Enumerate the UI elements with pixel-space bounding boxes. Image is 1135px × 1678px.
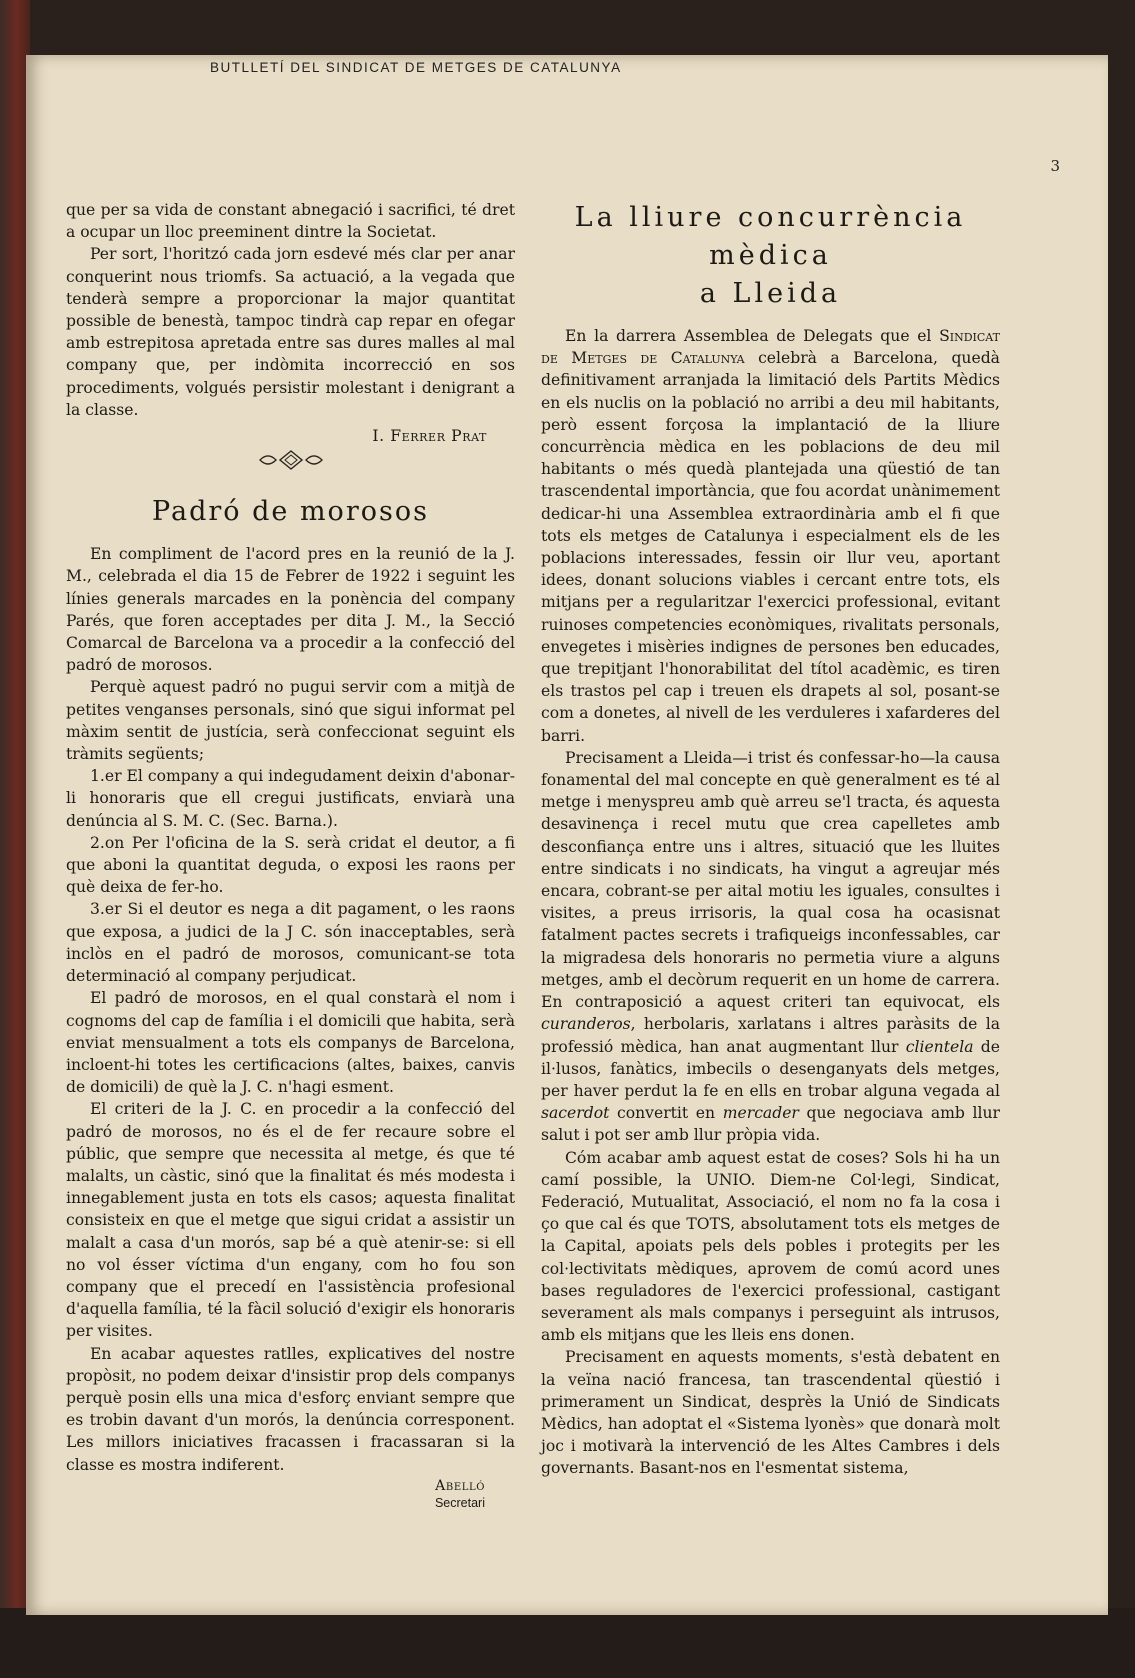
article-title-line-2: a Lleida: [699, 278, 842, 309]
paragraph: 1.er El company a qui indegudament deixin d'abonar-li honoraris que ell cregui justificats, enviarà una denúncia al S. M. C. (Sec. Barna.).: [66, 767, 515, 830]
section-title: Padró de morosos: [152, 496, 429, 528]
intro-signature: I. Ferrer Prat: [372, 427, 487, 446]
page-number: 3: [1050, 157, 1060, 175]
italic-term: clientela: [905, 1037, 974, 1056]
scan-background: [0, 1608, 1135, 1678]
paragraph: Perquè aquest padró no pugui servir com a mitjà de petites venganses personals, sinó que sigui informat pel màxim sentit de justícia, serà confeccionat seguint els tràmits següents;: [66, 678, 515, 764]
paragraph: Cóm acabar amb aquest estat de coses? Sols hi ha un camí possible, la UNIO. Diem-ne Col·legi, Sindicat, Federació, Mutualitat, Associació, el nom no fa la cosa i ço que cal és que TOTS, absolutament tots els metges de la Capital, apoiats pels dels pobles i protegits per les col·lectivitats mèdiques, aprovem de comú acord unes bases reguladores de l'exercici professional, castigant severament als mals companys i perseguint als intrusos, amb els mitjans que les lleis ens donen.: [541, 1148, 1000, 1345]
paragraph-text: de il·lusos, fanàtics, imbecils o desenganyats dels metges, per haver perdut la fe en ells en trobar alguna vegada al: [541, 1037, 1000, 1100]
paragraph: En compliment de l'acord pres en la reunió de la J. M., celebrada el dia 15 de Febrer de 1922 i seguint les línies generals marcades en la ponència del company Parés, que foren acceptades per dita J. M., la Secció Comarcal de Barcelona va a procedir a la confecció del padró de morosos.: [66, 545, 515, 675]
paragraph-text: En la darrera Assemblea de Delegats que el: [565, 327, 940, 345]
paragraph-text: , herbolaris, xarlatans i altres paràsits de la professió mèdica, han anat augmentant llur: [541, 1015, 1000, 1056]
ornament-icon: [256, 449, 326, 471]
paragraph-text: que negociava amb llur salut i pot ser amb llur pròpia vida.: [541, 1104, 1000, 1145]
italic-term: sacerdot: [541, 1104, 610, 1123]
paragraph: [541, 747, 1000, 1147]
italic-term: mercader: [722, 1104, 799, 1123]
paragraph: 3.er Si el deutor es nega a dit pagament, o les raons que exposa, a judici de la J C. són inacceptables, serà inclòs en el padró de morosos, comunicant-se tota determinació al company perjudicat.: [66, 900, 515, 986]
signature-block: [66, 1478, 485, 1512]
intro-paragraph: que per sa vida de constant abnegació i sacrifici, té dret a ocupar un lloc preeminent dintre la Societat.: [66, 201, 515, 242]
ornament-divider: [66, 449, 515, 483]
article-title: [541, 199, 1000, 313]
intro-paragraph: Per sort, l'horitzó cada jorn esdevé més clar per anar conquerint nous triomfs. Sa actuació, a la vegada que tenderà sempre a proporcionar la major quantitat possible de benestà, tampoc tindrà cap repar en ofegar amb estrepitosa apretada entre sas dures malles al mal company que, per indòmita incorrecció en sos procediments, volgués persistir molestant i denigrant a la classe.: [66, 245, 515, 419]
paragraph-text: convertit en: [609, 1104, 723, 1123]
article-title-line-1: La lliure concurrència mèdica: [574, 202, 967, 271]
organization-name: Sindicat de Metges de Catalunya: [541, 327, 1000, 368]
signature-role: Secretari: [434, 1495, 485, 1510]
paragraph: Precisament en aquests moments, s'està debatent en la veïna nació francesa, tan trascendental qüestió i primerament un Sindicat, desprès la Unió de Sindicats Mèdics, han adoptat el «Sistema lyonès» que donarà molt joc i motivarà la intervenció de les Altes Cambres i dels governants. Basant-nos en l'esmentat sistema,: [541, 1348, 1000, 1478]
paragraph: 2.on Per l'oficina de la S. serà cridat el deutor, a fi que aboni la quantitat deguda, o exposi les raons per què deixa de fer-ho.: [66, 833, 515, 897]
running-head-title: BUTLLETÍ DEL SINDICAT DE METGES DE CATALUNYA: [210, 60, 622, 75]
paragraph-text: celebrà a Barcelona, quedà definitivament arranjada la limitació dels Partits Mèdics en els nuclis on la població no arribi a deu mil habitants, però essent forçosa la implantació de la lliure concurrència mèdica en les poblacions de deu mil habitants o més quedà plantejada una qüestió de tan trascendental importància, que fou acordat unànimement dedicar-hi una Assemblea extraordinària amb el fi que tots els metges de Catalunya i especialment els de les poblacions interessades, fessin oir llur veu, aportant idees, donant solucions viables i cercant entre tots, els mitjans per a regularitzar l'exercici professional, evitant ruinoses competencies econòmiques, rivalitats personals, envegetes i misèries indignes de persones ben educades, que trepitjant l'honorabilitat del títol acadèmic, es tiren els trastos pel cap i treuen els drapets al sol, posant-se com a donetes, al nivell de les verduleres i xafarderes del barri.: [541, 349, 1000, 745]
paragraph: El criteri de la J. C. en procedir a la confecció del padró de morosos, no és el de fer recaure sobre el públic, que sempre que necessita al metge, és que té malalts, un càstic, sinó que la finalitat és més modesta i innegablement justa en tots els casos; aquesta finalitat consisteix en que el metge que sigui cridat a assistir un malalt a casa d'un morós, sap bé a què atenir-se: si ell no vol ésser víctima d'un engany, com ho fou son company que el precedí en l'assistència profesional d'aquella família, té la fàcil solució d'exigir els honoraris per visites.: [66, 1100, 515, 1341]
italic-term: curanderos: [541, 1015, 631, 1034]
left-column: [66, 199, 515, 1512]
paragraph: En acabar aquestes ratlles, explicatives del nostre propòsit, no podem deixar d'insistir prop dels companys perquè posin ells una mica d'esforç enviant sempre que es trobin davant d'un morós, la denúncia corresponent. Les millors iniciatives fracassen i fracassaran si la classe es mostra indiferent.: [66, 1344, 515, 1474]
paragraph: El padró de morosos, en el qual constarà el nom i cognoms del cap de família i el domicili que habita, serà enviat mensualment a tots els companys de Barcelona, incloent-hi totes les certificacions (altes, baixes, canvis de domicili) de què la J. C. n'hagi esment.: [66, 989, 515, 1097]
signature-name: Abelló: [435, 1477, 485, 1494]
right-column: [541, 199, 1000, 1480]
paragraph: [541, 325, 1000, 747]
paragraph-text: Precisament a Lleida—i trist és confessar-ho—la causa fonamental del mal concepte en què generalment es té al metge i menyspreu amb què arreu se'l tracta, és aquesta desavinença i recel mutu que crea capelletes amb desconfiança entre uns i altres, situació que les lluites entre sindicats i no sindicats, ha vingut a agreujar més encara, cobrant-se per aital motiu les iguales, consultes i visites, a preus irrisoris, la qual cosa ha ocasisnat fatalment pactes secrets i trafiqueigs inconfessables, car la migradesa dels honoraris no permetia viure a alguns metges, amb el decòrum requerit en un home de carrera. En contraposició a aquest criteri tan equivocat, els: [541, 748, 1000, 1012]
